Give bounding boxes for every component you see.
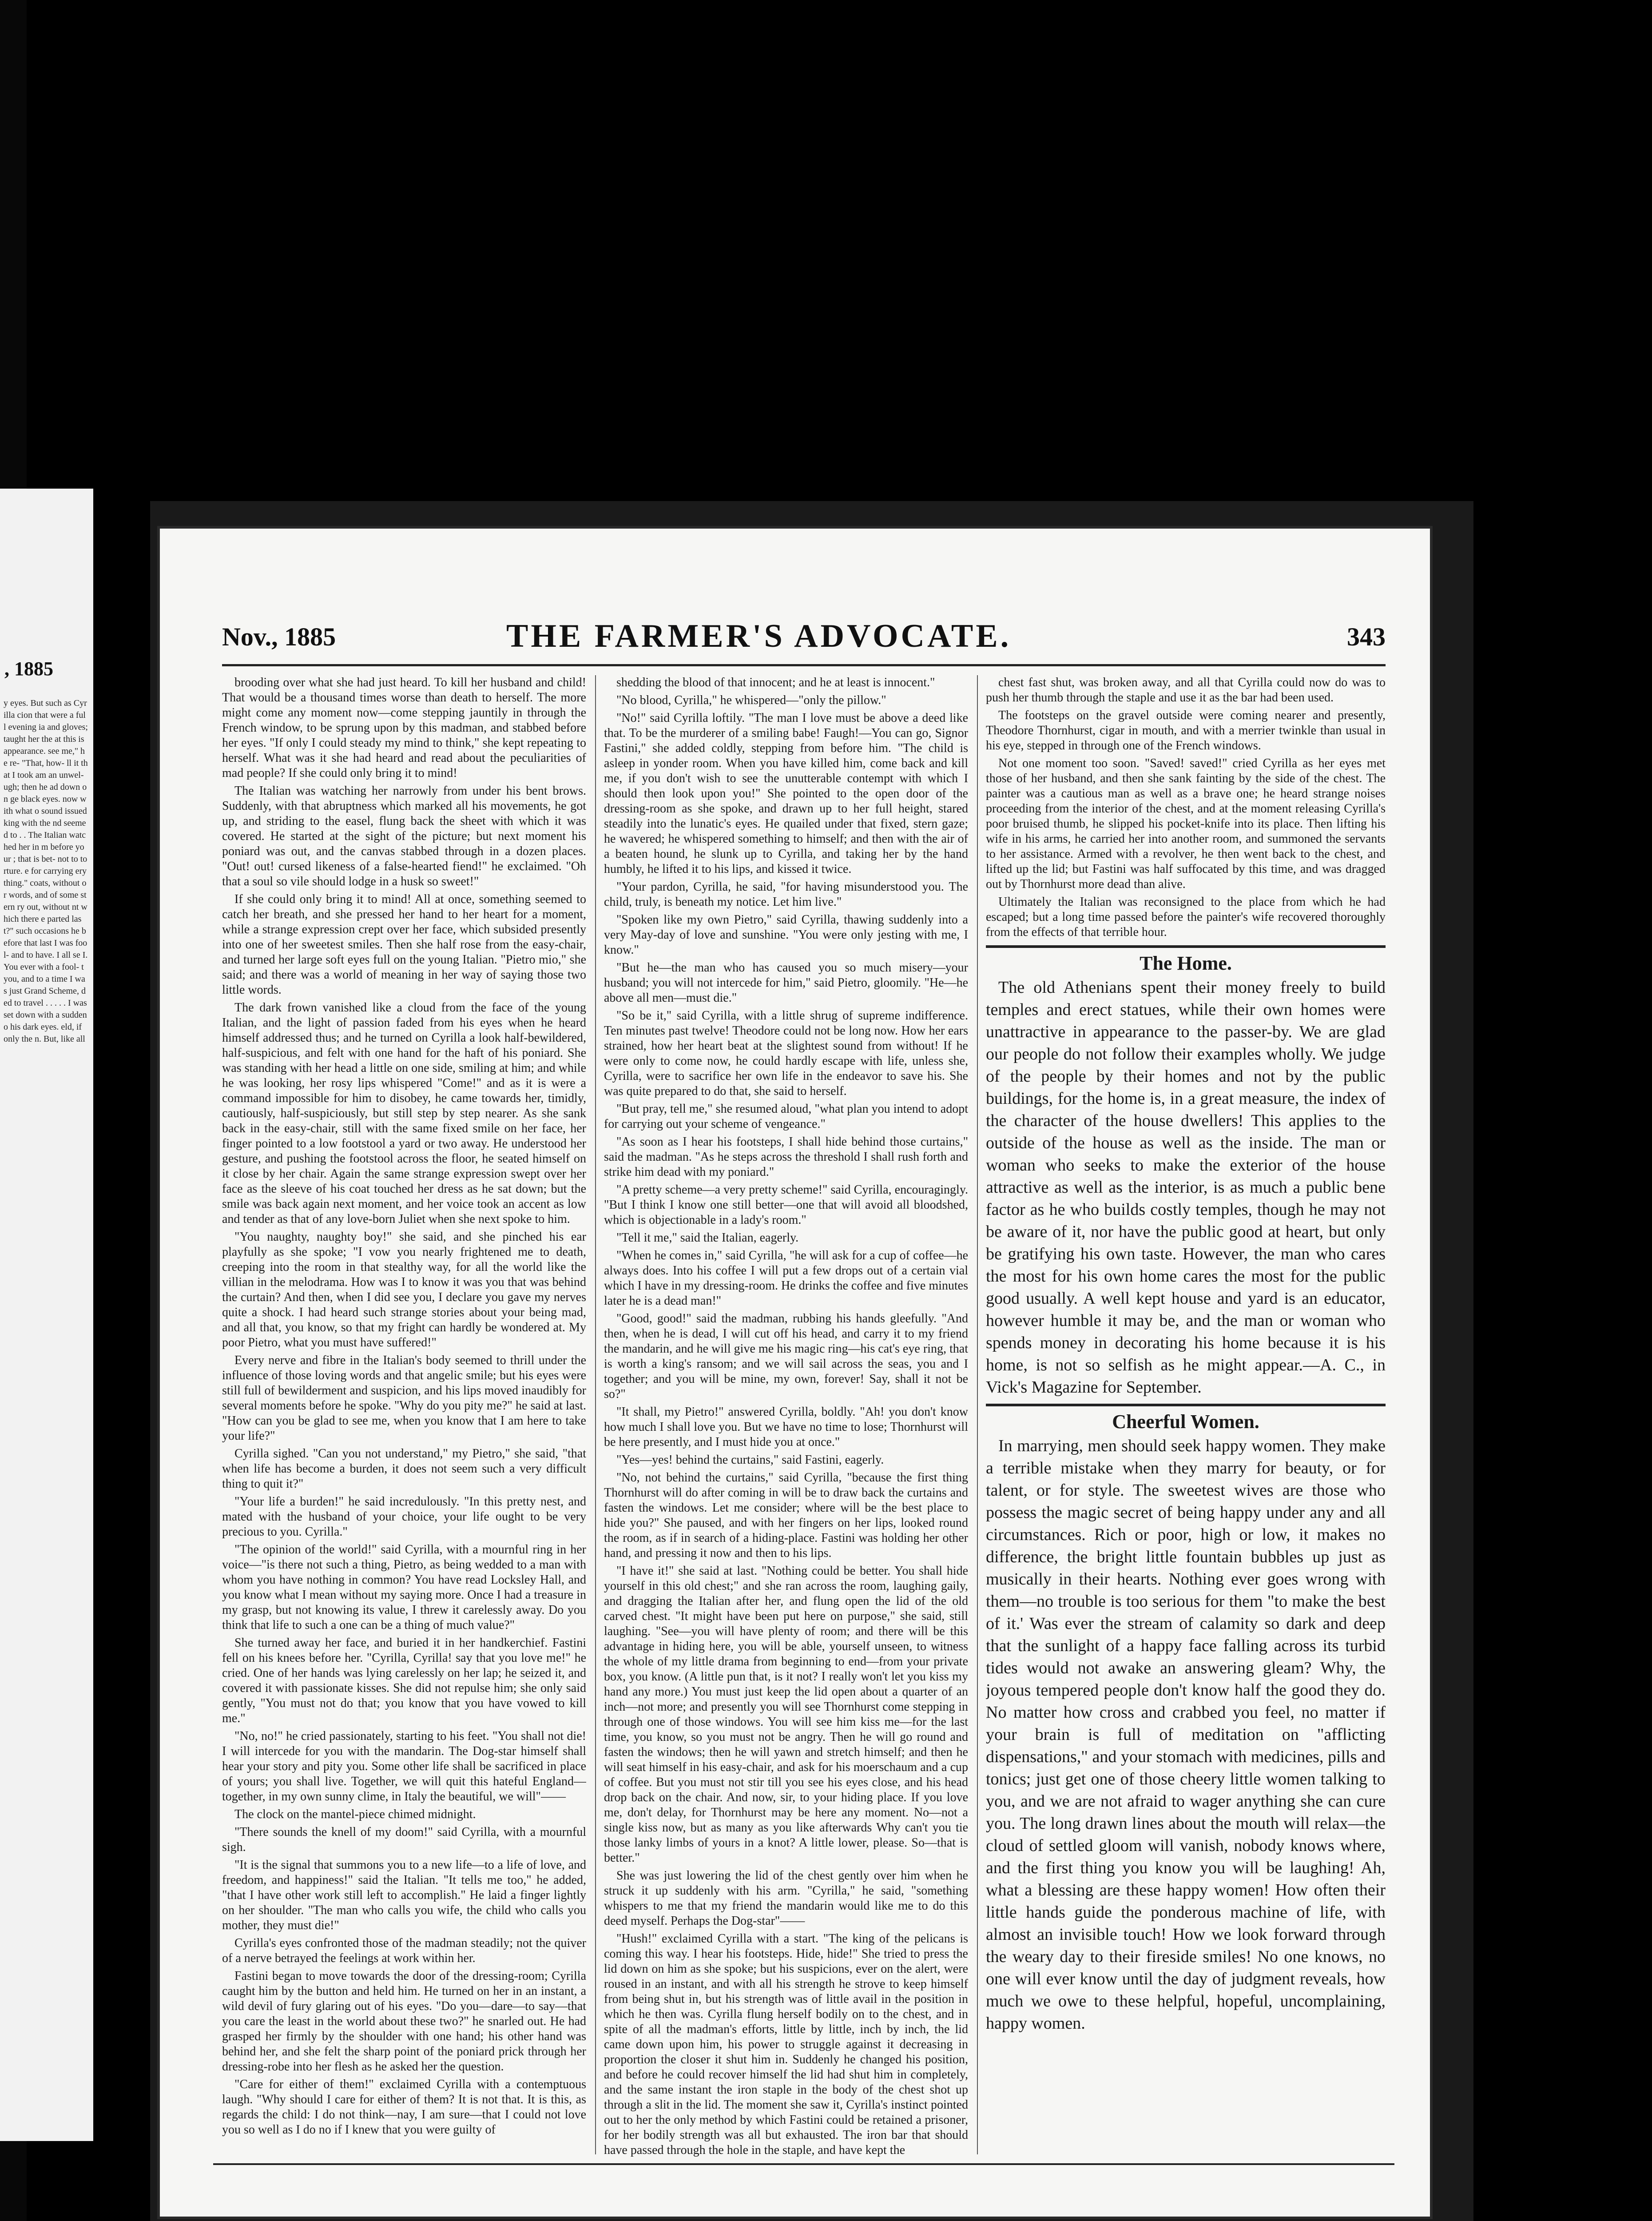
paragraph: "Tell it me," said the Italian, eagerly.: [616, 1231, 799, 1245]
paragraph: "No!" said Cyrilla loftily. "The man I love must be above a deed like that. To be the murderer of a smiling babe! Faugh!—You can go, Signor Fastini," she added coldly, stepping from before him. "The child is asleep in yonder room. When you have killed him, come back and kill me, if you don't wish to see the unutterable contempt with which I should then look upon you!" She pointed to the open door of the dressing-room as she spoke, and drawn up to her full height, stared steadily into the lunatic's eyes. He quailed under that fixed, stern gaze; he wavered; he whispered something to himself; and then with the air of a beaten hound, he slunk up to Cyrilla, and taking her by the hand humbly, he lifted it to his lips, and kissed it twice.: [604, 711, 968, 876]
paragraph: "Good, good!" said the madman, rubbing his hands gleefully. "And then, when he is dead, I will cut off his head, and carry it to my friend the mandarin, and he will give me his magic ring—his cat's eye ring, that is worth a king's ransom; and we will sail across the seas, you and I together; and you will be mine, my own, forever! Say, shall it not be so?": [604, 1312, 968, 1401]
adjacent-page-text: y eyes. But such as Cyrilla cion that were a full evening ia and gloves; taught her the at this is appearance. see me," he re- "That, how- ll it that I took am an unwel- ugh; then he ad down on ge black eyes. now with what o sound issued king with the nd seemed to . . The Italian watched her in m before your ; that is bet- not to torture. e for carrying erything." coats, without or words, and of some stern ry out, without nt which there e parted last?" such occasions he before that last I was fool- and to have. I all se I. You ever with a fool- t you, and to a time I was just Grand Scheme, ded to travel . . . . . I was set down with a sudden o his dark eyes. eld, if only the n. But, like all: [4, 698, 88, 1044]
paragraph: "Your pardon, Cyrilla, he said, "for having misunderstood you. The child, truly, is beneath my notice. Let him live.": [604, 880, 968, 909]
paragraph: "You naughty, naughty boy!" she said, and she pinched his ear playfully as she spoke; "I vow you nearly frightened me to death, creeping into the room in that stealthy way, for all the world like the villian in the melodrama. How was I to know it was you that was behind the curtain? And then, when I did see you, I declare you gave my nerves quite a shock. I had heard such strange stories about your being mad, and all that, you know, so that my fright can hardly be wondered at. My poor Pietro, what you must have suffered!": [222, 1230, 586, 1349]
paragraph: "Your life a burden!" he said incredulously. "In this pretty nest, and mated with the husband of your choice, your life ought to be very precious to you. Cyrilla.": [222, 1495, 586, 1539]
column-divider: [595, 675, 596, 2154]
column-divider: [977, 675, 978, 2154]
page-number: 343: [1347, 622, 1386, 651]
article-home: [986, 976, 1386, 1398]
page-bottom-rule: [213, 2163, 1394, 2165]
paragraph: "But he—the man who has caused you so much misery—your husband; you will not intercede for him," said Pietro, gloomily. "He—he above all men—must die.": [604, 961, 968, 1005]
header-rule: [222, 664, 1386, 666]
paragraph: "As soon as I hear his footsteps, I shall hide behind those curtains," said the madman. "As he steps across the threshold I shall rush forth and strike him dead with my poniard.": [604, 1135, 968, 1179]
paragraph: "No, not behind the curtains," said Cyrilla, "because the first thing Thornhurst will do after coming in will be to draw back the curtains and fasten the windows. Let me consider; where will be the best place to hide you?" She paused, and with her fingers on her lips, looked round the room, as if in search of a hiding-place. Fastini was holding her other hand, and pressing it now and then to his lips.: [604, 1471, 968, 1560]
paragraph: "No blood, Cyrilla," he whispered—"only the pillow.": [616, 693, 886, 707]
paragraph: "No, no!" he cried passionately, starting to his feet. "You shall not die! I will intercede for you with the mandarin. The Dog-star himself shall hear your story and pity you. Some other life shall be sacrificed in place of yours; you shall live. Together, we will quit this hateful England—together, in my own sunny clime, in Italy the beautiful, we will"——: [222, 1729, 586, 1803]
paragraph: "Spoken like my own Pietro," said Cyrilla, thawing suddenly into a very May-day of love and sunshine. "You were only jesting with me, I know.": [604, 913, 968, 957]
paragraph: The footsteps on the gravel outside were coming nearer and presently, Theodore Thornhurst, cigar in mouth, and with a merrier twinkle than usual in his eye, stepped in through one of the French windows.: [986, 708, 1386, 752]
paragraph: Cyrilla sighed. "Can you not understand," my Pietro," she said, "that when life has become a burden, it does not seem such a very difficult thing to quit it?": [222, 1447, 586, 1491]
paragraph: "It shall, my Pietro!" answered Cyrilla, boldly. "Ah! you don't know how much I shall love you. But we have no time to lose; Thornhurst will be here presently, and I must hide you at once.": [604, 1405, 968, 1449]
paragraph: brooding over what she had just heard. To kill her husband and child! That would be a thousand times worse than death to herself. The more might come any moment now—come stepping jauntily in through the French window, to be sprung upon by this madman, and stabbed before her eyes. "If only I could steady my mind to think," she kept repeating to herself. What was it she had heard and read about the peculiarities of mad people? If she could only bring it to mind!: [222, 676, 586, 780]
section-rule: [986, 945, 1386, 948]
paragraph: "Hush!" exclaimed Cyrilla with a start. "The king of the pelicans is coming this way. I hear his footsteps. Hide, hide!" She tried to press the lid down on him as she spoke; but his suspicions, ever on the alert, were roused in an instant, and with all his strength he strove to keep himself from being shut in, but his strength was of little avail in the position in which he then was. Cyrilla flung herself bodily on to the chest, and in spite of all the madman's efforts, little by little, inch by inch, the lid came down upon him, his power to struggle against it decreasing in proportion the closer it shut him in. Suddenly he changed his position, and before he could recover himself the lid had shut him in completely, and the same instant the iron staple in the body of the chest shot up through a slit in the lid. The moment she saw it, Cyrilla's instinct pointed out to her the only method by which Fastini could be retained a prisoner, for her bodily strength was all but exhausted. The iron bar that should have passed through the hole in the staple, and have kept the: [604, 1932, 968, 2157]
masthead-title: THE FARMER'S ADVOCATE.: [506, 618, 1012, 654]
paragraph: "So be it," said Cyrilla, with a little shrug of supreme indifference. Ten minutes past twelve! Theodore could not be long now. How her ears strained, how her heart beat at the slightest sound from without! If he were only to come now, he could hardly escape with life, unless she, Cyrilla, were to sacrifice her own life in the endeavor to save his. She was quite prepared to do that, she said to herself.: [604, 1009, 968, 1098]
paragraph: shedding the blood of that innocent; and he at least is innocent.": [616, 676, 935, 689]
section-title-women: Cheerful Women.: [1112, 1411, 1259, 1433]
paragraph: "There sounds the knell of my doom!" said Cyrilla, with a mournful sigh.: [222, 1825, 586, 1854]
paragraph: Every nerve and fibre in the Italian's body seemed to thrill under the influence of those loving words and that angelic smile; but his eyes were still full of bewilderment and suspicion, and his lips moved inaudibly for several moments before he spoke. "Why do you pity me?" he said at last. "How can you be glad to see me, when you know that I am here to take your life?": [222, 1353, 586, 1443]
article-women: [986, 1435, 1386, 2034]
section-rule: [986, 1404, 1386, 1406]
paragraph: Fastini began to move towards the door of the dressing-room; Cyrilla caught him by the button and held him. He turned on her in an instant, a wild devil of fury glaring out of his eyes. "Do you—dare—to say—that you care the least in the world about these two?" he snarled out. He had grasped her firmly by the shoulder with one hand; his other hand was behind her, and she felt the sharp point of the poniard prick through her dressing-robe into her flesh as he asked her the question.: [222, 1969, 586, 2074]
column-1: [222, 675, 586, 2168]
paragraph: "The opinion of the world!" said Cyrilla, with a mournful ring in her voice—"is there not such a thing, Pietro, as being wedded to a man with whom you have nothing in common? You have read Locksley Hall, and you know what I mean without my saying more. Once I had a treasure in my grasp, but not knowing its value, I threw it carelessly away. Do you think that life to such a one can be a thing of much value?": [222, 1543, 586, 1632]
paragraph: Ultimately the Italian was reconsigned to the place from which he had escaped; but a long time passed before the painter's wife recovered thoroughly from the effects of that terrible hour.: [986, 895, 1386, 939]
adjacent-page-year: , 1885: [4, 658, 53, 680]
paragraph: If she could only bring it to mind! All at once, something seemed to catch her breath, and she pressed her hand to her heart for a moment, while a strange expression crept over her face, which subsided presently into one of her sweetest smiles. Then she half rose from the easy-chair, and turned her large soft eyes full on the young Italian. "Pietro mio," she said; and there was a world of meaning in her way of saying those two little words.: [222, 892, 586, 997]
paragraph: "A pretty scheme—a very pretty scheme!" said Cyrilla, encouragingly. "But I think I know one still better—one that will avoid all bloodshed, which is objectionable in a lady's room.": [604, 1183, 968, 1227]
paragraph: "Yes—yes! behind the curtains," said Fastini, eagerly.: [616, 1453, 884, 1467]
paragraph: The dark frown vanished like a cloud from the face of the young Italian, and the light of passion faded from his eyes when he heard himself addressed thus; and he turned on Cyrilla a look half-bewildered, half-suspicious, and felt with one hand for the haft of his poniard. She was standing with her head a little on one side, smiling at him; and while he was looking, her rosy lips whispered "Come!" and as it is were a command impossible for him to disobey, he came towards her, timidly, cautiously, half-suspiciously, but still step by step nearer. As she sank back in the easy-chair, still with the same fixed smile on her face, her finger pointed to a low footstool a yard or two away. He understood her gesture, and pushing the footstool across the floor, he seated himself on it close by her chair. Again the same strange expression swept over her face as the sleeve of his coat touched her dress as he sat down; but the smile was back again next moment, and her voice took an accent as low and tender as that of any love-born Juliet when she next spoke to him.: [222, 1001, 586, 1226]
paragraph: "It is the signal that summons you to a new life—to a life of love, and freedom, and happiness!" said the Italian. "It tells me too," he added, "that I have other work still left to accomplish." He laid a finger lightly on her shoulder. "The man who calls you wife, the child who calls you mother, they must die!": [222, 1858, 586, 1932]
section-title-home: The Home.: [1140, 952, 1232, 974]
paragraph: She turned away her face, and buried it in her handkerchief. Fastini fell on his knees before her. "Cyrilla, Cyrilla! say that you love me!" he cried. One of her hands was lying carelessly on her lap; he seized it, and covered it with passionate kisses. She did not repulse him; she only said gently, "You must not do that; you know that you have vowed to kill me.": [222, 1636, 586, 1725]
newspaper-page: [160, 529, 1430, 2217]
paragraph: Cyrilla's eyes confronted those of the madman steadily; not the quiver of a nerve betrayed the feelings at work within her.: [222, 1936, 586, 1965]
paragraph: "I have it!" she said at last. "Nothing could be better. You shall hide yourself in this old chest;" and she ran across the room, laughing gaily, and dragging the Italian after her, and flung open the lid of the old carved chest. "It might have been put here on purpose," she said, still laughing. "See—you will have plenty of room; and there will be this advantage in hiding here, you will be able, yourself unseen, to witness the whole of my little drama from beginning to end—from your private box, you know. (A little pun that, is it not? I really won't let you kiss my hand any more.) You must just keep the lid open about a quarter of an inch—not more; and presently you will see Thornhurst come stepping in through one of those windows. You will see him kiss me—for the last time, you know, so you must not be angry. Then he will go round and fasten the windows; then he will yawn and stretch himself; and then he will seat himself in his easy-chair, and ask for his moerschaum and a cup of coffee. But you must not stir till you see his eyes close, and his head drop back on the chair. And now, sir, to your hiding place. If you love me, don't delay, for Thornhurst may be here any moment. No—not a single kiss now, but as many as you like afterwards Why can't you tie those lanky limbs of yours in a knot? A little lower, please. So—that is better.": [604, 1564, 968, 1865]
paragraph: The Italian was watching her narrowly from under his bent brows. Suddenly, with that abruptness which marked all his movements, he got up, and striding to the easel, flung back the sheet with which it was covered. He started at the sight of the picture; but next moment his poniard was out, and the canvas stabbed through in a dozen places. "Out! out! cursed likeness of a false-hearted fiend!" he exclaimed. "Oh that a soul so vile should lodge in a husk so sweet!": [222, 784, 586, 888]
paragraph: "Care for either of them!" exclaimed Cyrilla with a contemptuous laugh. "Why should I care for either of them? It is not that. It is this, as regards the child: I do not think—nay, I am sure—that I could not love you so well as I do no if I knew that you were guilty of: [222, 2078, 586, 2137]
issue-date: Nov., 1885: [222, 622, 336, 651]
paragraph: Not one moment too soon. "Saved! saved!" cried Cyrilla as her eyes met those of her husband, and then she sank fainting by the side of the chest. The painter was a cautious man as well as a brave one; he heard strange noises proceeding from the interior of the chest, and at the moment releasing Cyrilla's poor bruised thumb, he slipped his pocket-knife into its place. Then lifting his wife in his arms, he carried her into another room, and summoned the servants to her assistance. Armed with a revolver, he then went back to the chest, and lifted up the lid; but Fastini was half suffocated by this time, and was dragged out by Thornhurst more dead than alive.: [986, 756, 1386, 891]
column-2: [604, 675, 968, 2168]
paragraph: "When he comes in," said Cyrilla, "he will ask for a cup of coffee—he always does. Into his coffee I will put a few drops out of a certain vial which I have in my dressing-room. He drinks the coffee and five minutes later he is a dead man!": [604, 1249, 968, 1308]
paragraph: The clock on the mantel-piece chimed midnight.: [234, 1807, 476, 1821]
column-3: [986, 675, 1386, 2168]
paragraph: In marrying, men should seek happy women. They make a terrible mistake when they marry for beauty, or for talent, or for style. The sweetest wives are those who possess the magic secret of being happy under any and all circumstances. Rich or poor, high or low, it makes no difference, the bright little fountain bubbles up just as musically in their hearts. Nothing ever goes wrong with them—no trouble is too serious for them "to make the best of it.' Was ever the stream of calamity so dark and deep that the sunlight of a happy face falling across its turbid tides would not awake an answering gleam? Why, the joyous tempered people don't know half the good they do. No matter how cross and crabbed you feel, no matter if your brain is full of meditation on "afflicting dispensations," and your stomach with medicines, pills and tonics; just get one of those cheery little women talking to you, and we are not afraid to wager anything she can cure you. The long drawn lines about the mouth will relax—the cloud of settled gloom will vanish, nobody knows where, and the first thing you know you will be laughing! Ah, what a blessing are these happy women! How often their little hands guide the ponderous machine of life, with almost an invisible touch! How we look forward through the weary day to their fireside smiles! No one knows, no one will ever know until the day of judgment reveals, how much we owe to these helpful, hopeful, uncomplaining, happy women.: [986, 1437, 1386, 2033]
paragraph: The old Athenians spent their money freely to build temples and erect statues, while their own homes were unattractive in appearance to the passer-by. We are glad our people do not follow their examples wholly. We judge of the people by their homes and not by the public buildings, for the home is, in a great measure, the index of the character of the house dwellers! This applies to the outside of the house as well as the inside. The man or woman who seeks to make the exterior of the house attractive as well as the interior, is as much a public bene factor as he who builds costly temples, though he may not be aware of it, nor have the public good at heart, but only be gratifying his own taste. However, the man who cares the most for his own home cares the most for the public good usually. A well kept house and yard is an educator, however humble it may be, and the man or woman who spends money in decorating his home because it is his home, is not so selfish as he might appear.—A. C., in Vick's Magazine for September.: [986, 978, 1386, 1397]
paragraph: She was just lowering the lid of the chest gently over him when he struck it up suddenly with his arm. "Cyrilla," he said, "something whispers to me that my friend the mandarin would like me to do this deed myself. Perhaps the Dog-star"——: [604, 1869, 968, 1928]
page-header: [222, 617, 1386, 666]
adjacent-page-fragment: [0, 489, 93, 2141]
paragraph: "But pray, tell me," she resumed aloud, "what plan you intend to adopt for carrying out your scheme of vengeance.": [604, 1102, 968, 1131]
paragraph: chest fast shut, was broken away, and all that Cyrilla could now do was to push her thumb through the staple and use it as the bar had been used.: [986, 676, 1386, 705]
